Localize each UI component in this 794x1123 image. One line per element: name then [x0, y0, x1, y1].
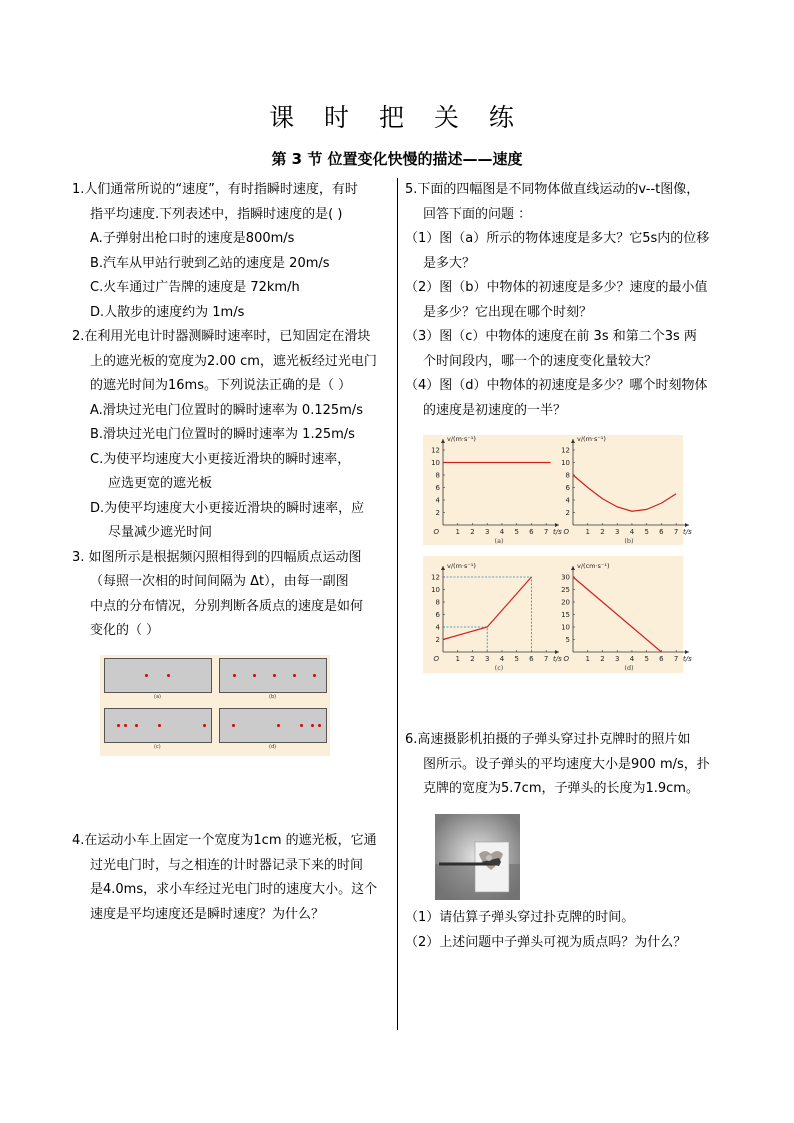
- right-column: [405, 178, 735, 423]
- q4-line1: 4.在运动小车上固定一个宽度为1cm 的遮光板，它通: [72, 833, 377, 848]
- q6-line3: 克牌的宽度为5.7cm，子弹头的长度为1.9cm。: [423, 781, 699, 796]
- chart-b-x-label: t/s: [683, 528, 692, 536]
- chart-a-y-tick-label: 12: [431, 446, 440, 455]
- column-divider: [397, 178, 398, 1030]
- chart-d-x-label: t/s: [683, 655, 692, 663]
- chart-c-y-tick-label: 2: [435, 636, 440, 644]
- q2-option-c-cont: 应选更宽的遮光板: [108, 476, 213, 491]
- q2-option-d-cont: 尽量减少遮光时间: [108, 525, 213, 540]
- chart-b-x-tick-label: 7: [673, 528, 679, 536]
- strobe-dot: [253, 674, 256, 677]
- chart-d-y-label: v/(cm·s⁻¹): [577, 562, 610, 570]
- strobe-dot: [124, 724, 127, 727]
- q6-block: [405, 728, 735, 802]
- chart-d-x-arrow: [685, 650, 689, 654]
- strobe-dot: [167, 674, 170, 677]
- left-column: [72, 178, 394, 644]
- q5-stem-cont: 回答下面的问题 ：: [423, 206, 532, 222]
- chart-c-y-tick-label: 10: [431, 586, 440, 594]
- chart-c-y-tick-label: 8: [435, 598, 440, 607]
- q6-sub1: （1）请估算子弹头穿过扑克牌的时间。: [405, 910, 635, 925]
- chart-b-x-tick-label: 4: [629, 528, 635, 536]
- chart-b-y-tick-label: 8: [565, 471, 570, 480]
- strobe-dot: [300, 724, 303, 727]
- chart-c-origin-label: O: [433, 655, 439, 663]
- chart-c-y-tick-label: 12: [431, 573, 440, 582]
- chart-c-caption: (c): [494, 664, 504, 672]
- q6-line2: 图所示。设子弹头的平均速度大小是900 m/s，扑: [423, 756, 710, 772]
- q1-option-d: D.人散步的速度约为 1m/s: [90, 304, 245, 320]
- chart-b-y-tick-label: 2: [565, 509, 570, 517]
- strobe-box-c: [104, 708, 212, 743]
- chart-c-x-label: t/s: [553, 655, 562, 663]
- q5-sub3: （3）图（c）中物体的速度在前 3s 和第二个3s 两: [405, 329, 697, 344]
- chart-d-y-tick-label: 25: [561, 586, 570, 594]
- section-subtitle: 第 3 节 位置变化快慢的描述——速度: [271, 150, 523, 168]
- q5-sub3-cont: 个时间段内，哪一个的速度变化量较大？: [423, 353, 658, 369]
- q5-sub1: （1）图（a）所示的物体速度是多大？它5s内的位移: [405, 231, 710, 246]
- q5-sub2-cont: 是多少？它出现在哪个时刻？: [423, 304, 593, 320]
- chart-a-x-tick-label: 4: [499, 528, 505, 536]
- chart-d-y-tick-label: 10: [561, 623, 570, 632]
- chart-b-x-arrow: [685, 523, 689, 527]
- page-title: 课 时 把 关 练: [269, 103, 525, 132]
- chart-b-caption: (b): [624, 537, 634, 545]
- q1-option-a: A.子弹射出枪口时的速度是800m/s: [90, 231, 295, 246]
- chart-a-y-tick-label: 2: [435, 509, 440, 517]
- chart-d-y-tick-label: 20: [561, 598, 570, 607]
- q5-sub4-cont: 的速度是初速度的一半？: [423, 402, 567, 418]
- strobe-caption-a: (a): [154, 694, 161, 700]
- chart-c-y-tick-label: 6: [435, 611, 440, 619]
- q4-line3: 是4.0ms，求小车经过光电门时的速度大小。这个: [90, 882, 378, 897]
- chart-b-y-tick-label: 12: [561, 446, 570, 455]
- chart-a-y-tick-label: 6: [435, 484, 440, 492]
- strobe-dot: [135, 724, 138, 727]
- q1-option-b: B.汽车从甲站行驶到乙站的速度是 20m/s: [90, 255, 330, 271]
- q4-block: [72, 829, 394, 927]
- q3-stem-cont2: 中点的分布情况，分别判断各质点的速度是如何: [90, 598, 364, 614]
- q5-stem: 5.下面的四幅图是不同物体做直线运动的v--t图像，: [405, 182, 700, 197]
- q5-sub1-cont: 是多大？: [423, 255, 476, 271]
- strobe-caption-d: (d): [269, 744, 277, 750]
- chart-c-x-tick-label: 7: [543, 655, 549, 663]
- chart-b-y-tick-label: 6: [565, 484, 570, 492]
- chart-a-x-tick-label: 7: [543, 528, 549, 536]
- strobe-dot: [311, 724, 314, 727]
- chart-b-x-tick-label: 5: [644, 528, 649, 536]
- q6-line1: 6.高速摄影机拍摄的子弹头穿过扑克牌时的照片如: [405, 732, 691, 747]
- vt-charts: [423, 435, 692, 675]
- chart-d-x-tick-label: 3: [614, 655, 620, 663]
- q2-stem-cont: 上的遮光板的宽度为2.00 cm，遮光板经过光电门: [90, 353, 377, 369]
- chart-a-x-tick-label: 1: [455, 528, 460, 536]
- q2-option-d: D.为使平均速度大小更接近滑块的瞬时速率，应: [90, 500, 365, 516]
- chart-a-x-tick-label: 2: [470, 528, 475, 536]
- chart-c-x-tick-label: 4: [499, 655, 505, 663]
- strobe-dot: [145, 674, 148, 677]
- strobe-dot: [273, 674, 276, 677]
- chart-d-x-tick-label: 7: [673, 655, 679, 663]
- strobe-box-b: [219, 658, 327, 693]
- q1-option-c: C.火车通过广告牌的速度是 72km/h: [90, 280, 300, 295]
- q6-subs: [405, 906, 735, 955]
- q1-stem: 1.人们通常所说的“速度”，有时指瞬时速度，有时: [72, 182, 358, 197]
- strobe-dot: [277, 724, 280, 727]
- strobe-caption-b: (b): [269, 694, 277, 700]
- chart-c-y-tick-label: 4: [435, 623, 440, 632]
- q2-stem-cont2: 的遮光时间为16ms。下列说法正确的是（ ）: [90, 378, 352, 393]
- chart-a-y-label: v/(m·s⁻¹): [447, 435, 476, 443]
- strobe-dot: [233, 674, 236, 677]
- strobe-dot: [158, 724, 161, 727]
- bullet-card-photo: [435, 814, 520, 900]
- chart-d-origin-label: O: [563, 655, 569, 663]
- q3-stem-cont3: 变化的（ ）: [90, 623, 160, 638]
- chart-a-origin-label: O: [433, 528, 439, 536]
- chart-c-x-tick-label: 5: [514, 655, 519, 663]
- q1-stem-cont: 指平均速度.下列表述中，指瞬时速度的是( ): [90, 206, 343, 222]
- chart-a-x-label: t/s: [553, 528, 562, 536]
- chart-a-x-tick-label: 6: [529, 528, 534, 536]
- q2-option-b: B.滑块过光电门位置时的瞬时速率为 1.25m/s: [90, 427, 355, 442]
- strobe-dot: [232, 724, 235, 727]
- chart-a-x-tick-label: 5: [514, 528, 519, 536]
- q2-stem: 2.在利用光电计时器测瞬时速率时，已知固定在滑块: [72, 329, 371, 344]
- q4-line2: 过光电门时，与之相连的计时器记录下来的时间: [90, 857, 364, 873]
- strobe-figure: [100, 655, 330, 756]
- chart-d-x-tick-label: 2: [600, 655, 605, 663]
- chart-d-x-tick-label: 1: [585, 655, 590, 663]
- strobe-dot: [293, 674, 296, 677]
- chart-c-x-tick-label: 2: [470, 655, 475, 663]
- chart-b-x-tick-label: 6: [659, 528, 664, 536]
- chart-c-y-label: v/(m·s⁻¹): [447, 562, 476, 570]
- chart-a-y-tick-label: 4: [435, 496, 440, 505]
- q4-line4: 速度是平均速度还是瞬时速度？为什么？: [90, 906, 325, 922]
- strobe-box-d: [219, 708, 327, 743]
- chart-d-y-tick-label: 5: [565, 636, 570, 644]
- chart-b-y-tick-label: 4: [565, 496, 570, 505]
- chart-b-y-tick-label: 10: [561, 459, 570, 467]
- q5-sub2: （2）图（b）中物体的初速度是多少？速度的最小值: [405, 280, 708, 295]
- chart-d-x-tick-label: 5: [644, 655, 649, 663]
- chart-d-caption: (d): [624, 664, 634, 672]
- strobe-dot: [313, 674, 316, 677]
- chart-a-y-tick-label: 8: [435, 471, 440, 480]
- chart-a-x-tick-label: 3: [484, 528, 490, 536]
- strobe-dot: [203, 724, 206, 727]
- chart-a-y-tick-label: 10: [431, 459, 440, 467]
- chart-c-x-tick-label: 6: [529, 655, 534, 663]
- strobe-caption-c: (c): [154, 744, 161, 750]
- chart-b-origin-label: O: [563, 528, 569, 536]
- chart-d-x-tick-label: 4: [629, 655, 635, 663]
- chart-b-x-tick-label: 3: [614, 528, 620, 536]
- chart-b-x-tick-label: 2: [600, 528, 605, 536]
- chart-d-x-tick-label: 6: [659, 655, 664, 663]
- chart-b-x-tick-label: 1: [585, 528, 590, 536]
- chart-c-x-tick-label: 1: [455, 655, 460, 663]
- q2-option-a: A.滑块过光电门位置时的瞬时速率为 0.125m/s: [90, 402, 363, 418]
- strobe-dot: [117, 724, 120, 727]
- q3-stem: 3. 如图所示是根据频闪照相得到的四幅质点运动图: [72, 549, 362, 565]
- q5-sub4: （4）图（d）中物体的初速度是多少？哪个时刻物体: [405, 378, 708, 393]
- chart-d-y-tick-label: 15: [561, 611, 570, 619]
- chart-b-y-label: v/(m·s⁻¹): [577, 435, 606, 443]
- chart-a-caption: (a): [494, 537, 504, 545]
- strobe-box-a: [104, 658, 212, 693]
- q3-stem-cont: （每照一次相的时间间隔为 Δt），由每一副图: [90, 574, 349, 589]
- strobe-dot: [318, 724, 321, 727]
- chart-c-x-tick-label: 3: [484, 655, 490, 663]
- q6-sub2: （2）上述问题中子弹头可视为质点吗？为什么？: [405, 934, 687, 950]
- chart-d-y-tick-label: 30: [561, 573, 570, 582]
- q2-option-c: C.为使平均速度大小更接近滑块的瞬时速率，: [90, 451, 351, 467]
